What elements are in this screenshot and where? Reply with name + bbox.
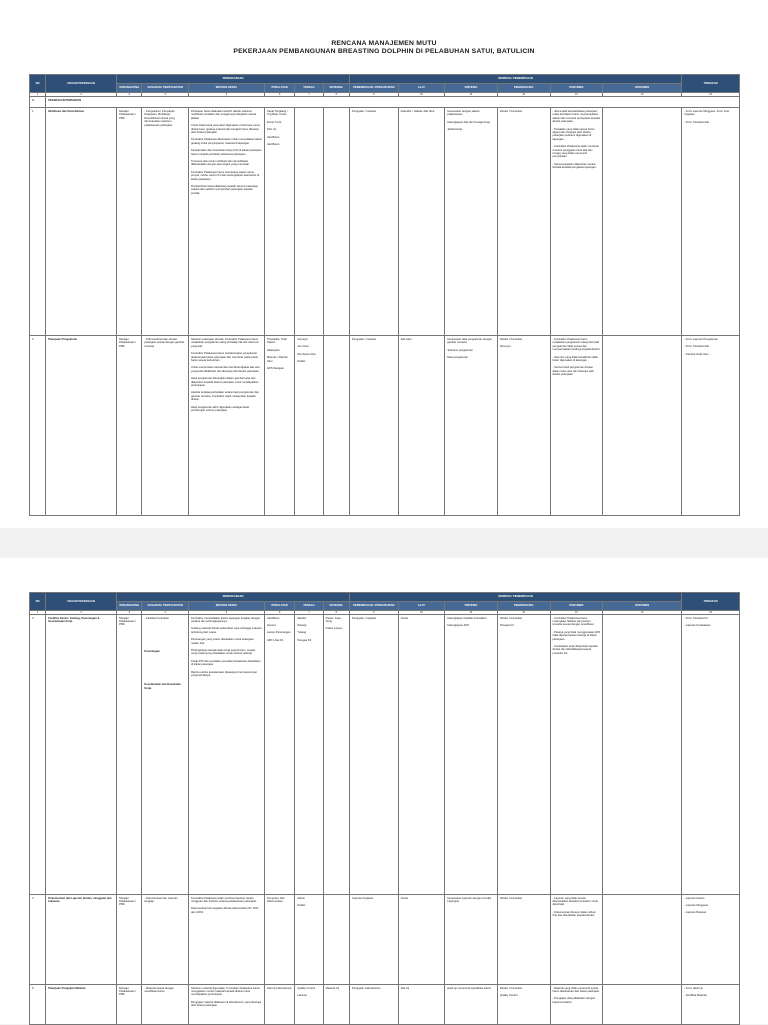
col-number: 9	[350, 93, 399, 97]
col-header-material: MATERIAL	[323, 84, 349, 93]
sub-item-text: Keselamatan dan Kesehatan Kerja	[144, 683, 181, 690]
tindakan-paragraph: - Kontraktor Pelaksana harus melakukan pengukuran ulang bila hasil pengukuran tidak sesuai dan menyampaikan hasilnya kepada direksi.	[552, 337, 601, 352]
metode-paragraph: Gudang material dibuat sedemikian rupa sehingga material terlindung dari cuaca.	[190, 627, 262, 634]
tenaga-cell	[295, 615, 323, 895]
sub-item-text: Penerangan	[144, 649, 160, 653]
tenaga-item: Drafter	[297, 903, 306, 907]
col-number: 13	[550, 611, 603, 615]
tenaga-item: Juru Ukur	[297, 345, 309, 349]
alat-item: Kalender / Jadwal, Alat Ukur	[400, 109, 435, 113]
spare-cell	[603, 108, 682, 336]
quality-plan-table-page-2	[29, 592, 740, 1025]
tenaga-cell	[295, 336, 323, 516]
table-subheader-row	[30, 602, 740, 611]
pj-cell	[117, 336, 142, 516]
dokumen-item: - Form Checklist K3	[684, 616, 708, 620]
peralatan-item: Waterpass	[266, 348, 280, 352]
alat-item: Alat Ukur	[400, 337, 412, 341]
col-header-tindakan: TINDAKAN	[682, 75, 740, 93]
col-header-kriteria: KRITERIA	[445, 602, 498, 611]
dokumen-item: - Sertifikat Material	[684, 993, 707, 997]
col-header-tindakan-sub: DOKUMEN	[550, 84, 603, 93]
col-number: 9	[350, 611, 399, 615]
sasaran-text: - Dokumentasi dan Laporan lengkap	[144, 896, 178, 903]
alat-cell	[398, 895, 445, 985]
pemeriksaan-item: Pengujian Laboratorium	[352, 986, 381, 990]
col-number: 3	[117, 611, 142, 615]
tenaga-item: Drafter	[297, 360, 306, 364]
col-header-sasaran: SASARAN / PERSYARATAN	[142, 602, 189, 611]
pj2-item: Direksi / Konsultan	[499, 109, 523, 113]
row-number-text: 3	[32, 616, 34, 620]
tindakan-paragraph: - Pengujian ulang dilakukan dengan biaya kontraktor.	[552, 997, 596, 1004]
metode-paragraph: Rambu-rambu keselamatan dipasang di tempat-tempat yang berbahaya.	[190, 670, 257, 677]
metode-cell	[188, 895, 264, 985]
col-header-tenaga: TENAGA	[295, 602, 323, 611]
col-header-metode: METODE KERJA	[188, 602, 264, 611]
col-number: 8	[323, 93, 349, 97]
dokumen-cell	[682, 615, 740, 895]
sasaran-text: - Material sesuai dengan spesifikasi teknis	[144, 986, 174, 993]
pemeriksaan-cell	[350, 108, 399, 336]
material-cell	[323, 895, 349, 985]
tindakan-paragraph: - Semua hasil pengukuran dicatat dalam buku ukur dan disetujui oleh direksi pekerjaan.	[552, 366, 595, 377]
spare-cell	[603, 336, 682, 516]
pemeriksaan-cell	[350, 895, 399, 985]
table-subheader-row	[30, 84, 740, 93]
material-item: Kabel, Lampu	[325, 627, 343, 631]
metode-paragraph: Kontraktor menyediakan kantor lapangan lengkap dengan perabot dan perlengkapannya.	[190, 616, 261, 623]
col-number: 6	[264, 93, 294, 97]
metode-paragraph: Kontraktor Pelaksana harus melaksanakan pengukuran detail situasi lokasi pekerjaan dan membuat patok-patok bantu sesuai kebutuhan.	[190, 352, 258, 362]
peralatan-item: Lampu Penerangan	[266, 631, 291, 635]
pemeriksaan-item: Pengujian / Inspeksi	[352, 337, 377, 341]
metode-paragraph: Hasil pengukuran akhir digunakan sebagai dasar perhitungan volume pekerjaan.	[190, 405, 250, 412]
row-number-text: 2	[32, 337, 34, 341]
pj-cell	[117, 108, 142, 336]
sasaran-cell	[142, 108, 189, 336]
kriteria-item: Kelengkapan Fasilitas Kontraktor	[447, 616, 487, 620]
peralatan-cell	[264, 985, 294, 1025]
kriteria-item: Kelengkapan Alat dan Tenaga Kerja	[447, 120, 490, 124]
sasaran-cell	[142, 985, 189, 1025]
tenaga-item: Petugas K3	[297, 638, 312, 642]
table-header-row	[30, 75, 740, 84]
peralatan-item: Alat Bantu	[266, 616, 280, 620]
kriteria-item: Jadwal kerja	[447, 128, 463, 132]
tenaga-item: Quality Control	[297, 986, 316, 990]
tindakan-paragraph: - Alat ukur yang tidak terkalibrasi tidak boleh digunakan di lapangan.	[552, 355, 598, 362]
tindakan-cell	[550, 108, 603, 336]
metode-cell	[188, 985, 264, 1025]
col-header-pj2: PENANGGUNG	[497, 84, 550, 93]
section-heading	[46, 97, 740, 108]
kriteria-item: Data pengukuran	[447, 356, 468, 360]
tindakan-paragraph: - Peralatan yang tidak sesuai harus diganti dan disetujui oleh direksi pekerjaan sebelum digunakan di lapangan.	[552, 127, 595, 141]
col-number: 6	[264, 611, 294, 615]
sasaran-cell	[142, 895, 189, 985]
row-number	[30, 97, 46, 108]
col-group-inspection: INSPEKSI / PEMERIKSAAN	[350, 593, 682, 602]
tenaga-item: Laboran	[297, 993, 308, 997]
pj2-item: Direksi / Konsultan	[499, 896, 523, 900]
spare-cell	[603, 895, 682, 985]
uraian-cell	[46, 895, 117, 985]
peralatan-item: GPS Navigasi	[266, 366, 284, 370]
metode-paragraph: Kontraktor Pelaksana harus memasang papan nama proyek, rambu-rambu K3 dan perlengkapan keamanan di lokasi pekerjaan.	[190, 170, 260, 181]
col-number: 5	[188, 611, 264, 615]
col-header-no: NO	[30, 75, 46, 93]
col-number: 3	[117, 93, 142, 97]
tindakan-paragraph: - Material yang tidak memenuhi syarat harus dikeluarkan dari lokasi pekerjaan.	[552, 986, 600, 993]
pj-text: Manajer Pelaksanaan / PMK	[119, 337, 137, 348]
pj2-cell	[497, 336, 550, 516]
col-number: 14	[603, 93, 682, 97]
alat-cell	[398, 615, 445, 895]
peralatan-item: Alat Bantu	[266, 135, 280, 139]
pj-text: Manajer Pelaksanaan / PMK	[119, 986, 137, 997]
pemeriksaan-cell	[350, 336, 399, 516]
tindakan-paragraph: - Kontraktor Pelaksana wajib membuat rencana pengganti untuk alat dan tenaga yang tidak memenuhi persyaratan.	[552, 145, 599, 159]
dokumen-item: - Gambar Hasil Ukur	[684, 352, 709, 356]
pj2-cell	[497, 615, 550, 895]
col-number: 7	[295, 611, 323, 615]
pj2-item: Direksi / Konsultan	[499, 337, 523, 341]
col-header-pemeriksaan: PEMERIKSAAN / PENGUKURAN	[350, 84, 399, 93]
pj2-cell	[497, 108, 550, 336]
peralatan-item: Dump Truck	[266, 120, 282, 124]
row-number	[30, 108, 46, 336]
tenaga-item: Surveyor	[297, 337, 309, 341]
pj-cell	[117, 895, 142, 985]
col-group-inspection: INSPEKSI / PEMERIKSAAN	[350, 75, 682, 84]
col-group-planning: PERENCANAAN	[117, 593, 350, 602]
tindakan-paragraph: - Kecelakaan kerja dilaporkan kepada direksi dan ditindaklanjuti sesuai prosedur K3.	[552, 644, 598, 655]
col-number: 15	[682, 93, 740, 97]
row-number	[30, 985, 46, 1025]
metode-paragraph: Dokumentasi foto kegiatan dibuat pada kondisi 0%, 50% dan 100%.	[190, 907, 259, 914]
tenaga-item: Pembantu Ukur	[297, 352, 316, 356]
metode-cell	[188, 336, 264, 516]
row-number-text: A	[32, 98, 34, 102]
material-item: Material Uji	[325, 986, 340, 990]
tindakan-paragraph: - Kontraktor Pelaksana harus melengkapi fasilitas yang belum tersedia sesuai dengan spesifikasi.	[552, 616, 595, 627]
table-row	[30, 895, 740, 985]
alat-item: Alat Uji	[400, 986, 410, 990]
tindakan-paragraph: - Dokumentasi disusun dalam album foto dan diserahkan kepada direksi.	[552, 910, 596, 918]
metode-paragraph: Untuk lokasi kerja yang akan digunakan untuk base camp, direksi keet, gudang material dan bengkel harus disetujui oleh direksi pekerjaan.	[190, 124, 261, 134]
sasaran-cell	[142, 615, 189, 895]
table-row	[30, 97, 740, 108]
peralatan-item: Alat Bantu	[266, 142, 280, 146]
table-row	[30, 108, 740, 336]
col-header-tindakan: TINDAKAN	[682, 593, 740, 611]
table-header-row	[30, 593, 740, 602]
kriteria-item: Kelengkapan APD	[447, 623, 470, 627]
table-body-page-1	[30, 97, 740, 516]
tenaga-item: Tukang	[297, 631, 307, 635]
pj-cell	[117, 985, 142, 1025]
uraian-text: Pekerjaan Pengukuran	[48, 337, 78, 341]
dokumen-item: - Laporan Kecelakaan	[684, 623, 711, 627]
dokumen-cell	[682, 336, 740, 516]
kriteria-cell	[445, 895, 498, 985]
metode-paragraph: Sebelum material digunakan, Kontraktor Pelaksana harus mengajukan contoh material kepada direksi untuk mendapatkan persetujuan.	[190, 986, 260, 997]
pj-text: Manajer Pelaksanaan / PMK	[119, 896, 137, 907]
col-header-pemeriksaan: PEMERIKSAAN / PENGUKURAN	[350, 602, 399, 611]
dokumen-cell	[682, 895, 740, 985]
sasaran-text: - Pengukuran, Penyiapan Pekerjaan, Mobilisasi, Demobilisasi sesuai yang direncanakan sebelum pelaksanaan pekerjaan	[144, 109, 175, 127]
uraian-text: Pekerjaan Pengujian Material	[48, 986, 86, 990]
col-number: 1	[30, 93, 46, 97]
alat-cell	[398, 108, 445, 336]
row-number-text: 1	[32, 109, 34, 113]
section-heading-text: PEKERJAAN PERSIAPAN	[48, 98, 82, 102]
peralatan-item: Genset	[266, 623, 276, 627]
col-header-metode: METODE KERJA	[188, 84, 264, 93]
col-header-pj: PENANGGUNG	[117, 84, 142, 93]
pj2-cell	[497, 895, 550, 985]
pemeriksaan-item: Pengujian / Inspeksi	[352, 109, 377, 113]
col-header-peralatan: PERALATAN	[264, 602, 294, 611]
peralatan-cell	[264, 108, 294, 336]
peralatan-item: Kapal Tongkang / Tug Boat, Crane	[266, 109, 288, 117]
peralatan-item: Komputer, Alat Dokumentasi	[266, 896, 285, 903]
dokumen-item: - Form Hasil Uji	[684, 986, 703, 990]
table-row	[30, 336, 740, 516]
kriteria-item: Toleransi pengukuran	[447, 348, 473, 352]
uraian-cell	[46, 108, 117, 336]
alat-cell	[398, 985, 445, 1025]
pemeriksaan-item: Laporan Kegiatan	[352, 896, 374, 900]
col-header-alat: ALAT	[398, 84, 445, 93]
kriteria-item: Kesesuaian Laporan dengan Kondisi Lapangan	[447, 896, 492, 903]
uraian-cell	[46, 336, 117, 516]
col-number: 12	[497, 611, 550, 615]
metode-paragraph: Transport alat untuk mobilisasi dan demobilisasi dilaksanakan dengan alat angkut yang memadai.	[190, 159, 250, 167]
col-header-dokumen: DOKUMEN	[603, 84, 682, 93]
uraian-cell	[46, 985, 117, 1025]
dokumen-item: - Form Checklist Alat	[684, 120, 709, 124]
col-header-alat: ALAT	[398, 602, 445, 611]
spare-cell	[603, 615, 682, 895]
metode-paragraph: Hasil pengukuran dituangkan dalam gambar kerja dan dilaporkan kepada direksi pekerjaan untuk mendapatkan persetujuan.	[190, 377, 259, 387]
uraian-cell	[46, 615, 117, 895]
table-row	[30, 985, 740, 1025]
kriteria-cell	[445, 985, 498, 1025]
table-body-page-2	[30, 615, 740, 1025]
tindakan-paragraph: - Laporan yang tidak sesuai dikembalikan kepada kontraktor untuk diperbaiki.	[552, 896, 598, 907]
material-cell	[323, 336, 349, 516]
row-number	[30, 615, 46, 895]
peralatan-cell	[264, 336, 294, 516]
dokumen-item: - Laporan Harian	[684, 896, 705, 900]
metode-paragraph: Persiapan harus dilakukan terlebih dahulu sebelum mobilisasi peralatan dan tenaga kerja disiapkan sesuai jadwal.	[190, 109, 257, 120]
alat-cell	[398, 336, 445, 516]
kriteria-cell	[445, 336, 498, 516]
tindakan-cell	[550, 985, 603, 1025]
col-header-tenaga: TENAGA	[295, 84, 323, 93]
row-number-text: 5	[32, 986, 34, 990]
metode-paragraph: Pengujian material dilakukan di laboratorium yang disetujui oleh direksi pekerjaan.	[190, 1000, 262, 1008]
tindakan-cell	[550, 895, 603, 985]
tindakan-cell	[550, 336, 603, 516]
kriteria-item: Kesesuaian dengan jadwal pelaksanaan	[447, 109, 480, 117]
pemeriksaan-item: Pengujian / Inspeksi	[352, 616, 377, 620]
tindakan-paragraph: - Pekerja yang tidak menggunakan APD tidak diperkenankan bekerja di lokasi pekerjaan.	[552, 630, 601, 641]
pj-cell	[117, 615, 142, 895]
col-header-uraian: URAIAN PEKERJAAN	[46, 75, 117, 93]
peralatan-cell	[264, 895, 294, 985]
table-row	[30, 615, 740, 895]
col-number: 10	[398, 611, 445, 615]
col-number: 1	[30, 611, 46, 615]
col-number: 2	[46, 611, 117, 615]
col-header-pj2: PENANGGUNG	[497, 602, 550, 611]
dokumen-item: - Laporan Bulanan	[684, 911, 707, 915]
peralatan-item: Theodolite, Total Station	[266, 337, 287, 345]
metode-paragraph: Kotak P3K dan peralatan pemadam kebakaran disediakan di lokasi pekerjaan.	[190, 659, 261, 667]
kriteria-item: Hasil uji memenuhi spesifikasi teknis	[447, 986, 491, 990]
sasaran-text: - Fasilitas Kontraktor	[144, 616, 170, 620]
dokumen-item: - Form Checklist Alat	[684, 345, 709, 349]
metode-paragraph: Apabila terdapat perbedaan antara hasil pengukuran dan gambar rencana, Kontraktor wajib melaporkan kepada direksi.	[190, 391, 259, 402]
alat-item: Visual	[400, 896, 408, 900]
col-number: 11	[445, 93, 498, 97]
dokumen-item: - Laporan Mingguan	[684, 903, 709, 907]
kriteria-item: Kesesuaian data pengukuran dengan gambar rencana	[447, 337, 492, 345]
document-title-block	[0, 40, 768, 56]
peralatan-item: Pick Up	[266, 128, 277, 132]
row-number-text: 4	[32, 896, 34, 900]
col-header-dokumen: DOKUMEN	[603, 602, 682, 611]
col-header-peralatan: PERALATAN	[264, 84, 294, 93]
tenaga-cell	[295, 895, 323, 985]
dokumen-cell	[682, 985, 740, 1025]
col-number: 10	[398, 93, 445, 97]
document-subtitle: PEKERJAAN PEMBANGUNAN BREASTING DOLPHIN DI PELABUHAN SATUI, BATULICIN	[233, 48, 535, 55]
tenaga-cell	[295, 985, 323, 1025]
pemeriksaan-cell	[350, 615, 399, 895]
dokumen-cell	[682, 108, 740, 336]
col-header-uraian: URAIAN PEKERJAAN	[46, 593, 117, 611]
row-number	[30, 336, 46, 516]
metode-cell	[188, 108, 264, 336]
sasaran-cell	[142, 336, 189, 516]
tenaga-item: Admin	[297, 896, 305, 900]
col-number: 15	[682, 611, 740, 615]
col-number: 14	[603, 611, 682, 615]
col-header-tindakan-sub: DOKUMEN	[550, 602, 603, 611]
metode-paragraph: Perlengkapan keselamatan kerja seperti helm, sepatu, rompi pelampung disediakan untuk seluruh pekerja.	[190, 648, 256, 656]
dokumen-item: - Form Laporan Mingguan, Form Foto Kegiatan	[684, 109, 730, 117]
col-group-planning: PERENCANAAN	[117, 75, 350, 84]
col-number: 7	[295, 93, 323, 97]
metode-paragraph: Untuk menentukan elevasi dan koordinat dipakai alat ukur yang telah dikalibrasi dan disetujui oleh direksi pekerjaan.	[190, 366, 261, 373]
pj2-cell	[497, 985, 550, 1025]
uraian-text: Mobilisasi dan Demobilisasi	[48, 109, 85, 113]
metode-paragraph: Kontraktor Pelaksana diharuskan untuk menyediakan lahan gudang untuk penyimpanan material di lapangan.	[190, 138, 262, 145]
material-item: Papan, Kayu, Seng	[325, 616, 342, 623]
pj2-item: Quality Control	[499, 993, 518, 997]
spare-cell	[603, 985, 682, 1025]
row-number	[30, 895, 46, 985]
peralatan-item: APD / Alat K3	[266, 638, 284, 642]
quality-plan-table-page-1	[29, 74, 740, 516]
col-number: 4	[142, 611, 189, 615]
pj-text: Manajer Pelaksanaan / PMK	[119, 616, 137, 627]
col-number: 4	[142, 93, 189, 97]
tindakan-paragraph: - Jika terjadi keterlambatan pekerjaan maka kontraktor harus menyampaikan alasan dan rencana percepatan kepada direksi pekerjaan.	[552, 109, 600, 124]
pemeriksaan-cell	[350, 985, 399, 1025]
peralatan-cell	[264, 615, 294, 895]
peralatan-item: Alat Uji Laboratorium	[266, 986, 293, 990]
peralatan-item: Meteran / Rambu Ukur	[266, 356, 288, 363]
dokumen-item: - Form Laporan Pengukuran	[684, 337, 718, 341]
tindakan-paragraph: - Semua kegiatan dilaporkan secara berkala kepada pengawas lapangan.	[552, 162, 597, 170]
kriteria-cell	[445, 615, 498, 895]
col-number: 8	[323, 611, 349, 615]
metode-paragraph: Keselamatan dan Kesehatan Kerja (K3) di lokasi pekerjaan harus menjadi perhatian pelaksana pekerjaan.	[190, 149, 262, 156]
sasaran-text: - Titik koordinat dan elevasi pekerjaan sesuai dengan gambar rencana	[144, 337, 185, 348]
tenaga-item: Mandor	[297, 616, 307, 620]
col-header-pj: PENANGGUNG	[117, 602, 142, 611]
metode-cell	[188, 615, 264, 895]
col-number: 2	[46, 93, 117, 97]
kriteria-cell	[445, 108, 498, 336]
document-page-2	[0, 558, 768, 1024]
material-cell	[323, 985, 349, 1025]
material-cell	[323, 108, 349, 336]
metode-paragraph: Kontraktor Pelaksana wajib membuat laporan harian, mingguan dan bulanan selama pelaksanaan pekerjaan.	[190, 896, 258, 903]
material-cell	[323, 615, 349, 895]
pj2-item: Direksi / Konsultan	[499, 986, 523, 990]
metode-paragraph: Sebelum pekerjaan dimulai, Kontraktor Pelaksana harus melakukan pengukuran ulang terhadap titik-titik referensi yang ada.	[190, 337, 259, 348]
uraian-text: Fasilitas Kantor, Gudang, Penerangan & Keselamatan Kerja	[48, 616, 100, 623]
metode-paragraph: Pembersihan lokasi dilakukan setelah seluruh pekerjaan selesai dan sebelum penyerahan pekerjaan kepada pemilik.	[190, 185, 259, 195]
alat-item: Visual	[400, 616, 408, 620]
col-number: 13	[550, 93, 603, 97]
pj-text: Manajer Pelaksanaan / PMK	[119, 109, 137, 120]
pj2-item: Direksi / Konsultan	[499, 616, 523, 620]
uraian-text: Dokumentasi dan Laporan (harian, mingguan dan bulanan)	[48, 896, 112, 903]
col-number: 12	[497, 93, 550, 97]
col-header-kriteria: KRITERIA	[445, 84, 498, 93]
document-title: RENCANA MANAJEMEN MUTU	[331, 40, 437, 47]
tenaga-item: Pekerja	[297, 623, 307, 627]
tindakan-cell	[550, 615, 603, 895]
col-header-no: NO	[30, 593, 46, 611]
tenaga-cell	[295, 108, 323, 336]
col-number: 11	[445, 611, 498, 615]
col-header-sasaran: SASARAN / PERSYARATAN	[142, 84, 189, 93]
col-number: 5	[188, 93, 264, 97]
metode-paragraph: Penerangan yang cukup disediakan untuk pekerjaan malam hari.	[190, 638, 254, 645]
pj2-item: Petugas K3	[499, 623, 514, 627]
col-header-material: MATERIAL	[323, 602, 349, 611]
pj2-item: Surveyor	[499, 345, 511, 349]
